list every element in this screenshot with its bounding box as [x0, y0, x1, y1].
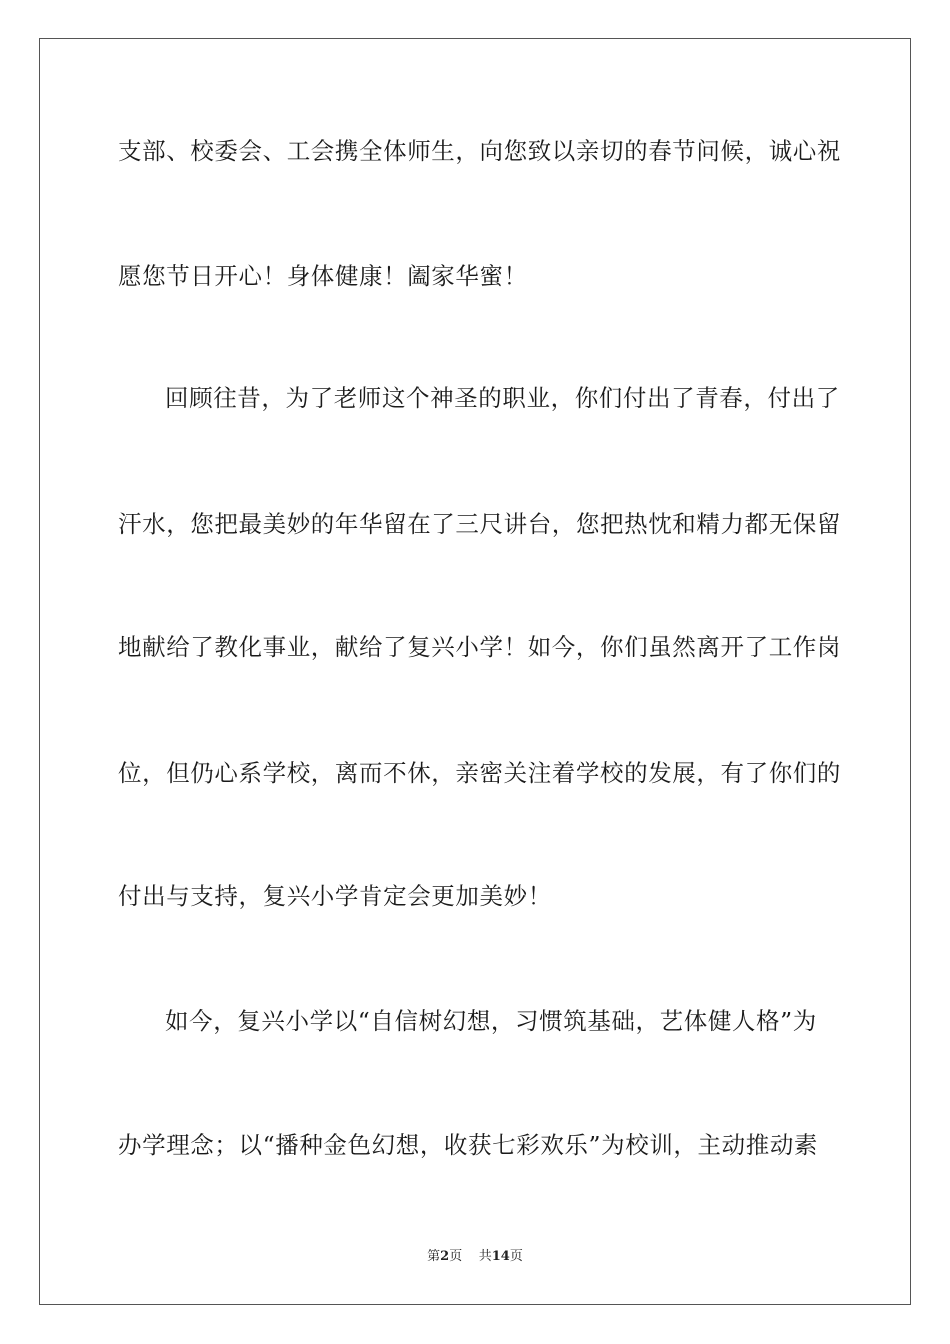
page-footer [0, 1248, 950, 1266]
page-number: 2 [440, 1249, 450, 1264]
paragraph-line-9: 办学理念；以“播种金色幻想，收获七彩欢乐”为校训，主动推动素 [118, 1131, 819, 1159]
paragraph-line-8: 如今，复兴小学以“自信树幻想，习惯筑基础，艺体健人格”为 [165, 1007, 817, 1035]
paragraph-line-4: 汗水，您把最美妙的年华留在了三尺讲台，您把热忱和精力都无保留 [118, 510, 841, 538]
paragraph-line-7: 付出与支持，复兴小学肯定会更加美妙！ [118, 882, 552, 910]
paragraph-line-2: 愿您节日开心！身体健康！阖家华蜜！ [118, 262, 528, 290]
total-prefix: 共 [478, 1249, 492, 1264]
total-pages: 14 [491, 1249, 510, 1264]
paragraph-line-3: 回顾往昔，为了老师这个神圣的职业，你们付出了青春，付出了 [165, 384, 840, 412]
page-border [39, 38, 911, 1305]
paragraph-line-6: 位，但仍心系学校，离而不休，亲密关注着学校的发展，有了你们的 [118, 759, 841, 787]
total-suffix: 页 [509, 1249, 523, 1264]
page-suffix: 页 [449, 1249, 463, 1264]
page-prefix: 第 [427, 1249, 441, 1264]
paragraph-line-1: 支部、校委会、工会携全体师生，向您致以亲切的春节问候，诚心祝 [118, 137, 841, 165]
paragraph-line-5: 地献给了教化事业，献给了复兴小学！如今，你们虽然离开了工作岗 [118, 633, 841, 661]
